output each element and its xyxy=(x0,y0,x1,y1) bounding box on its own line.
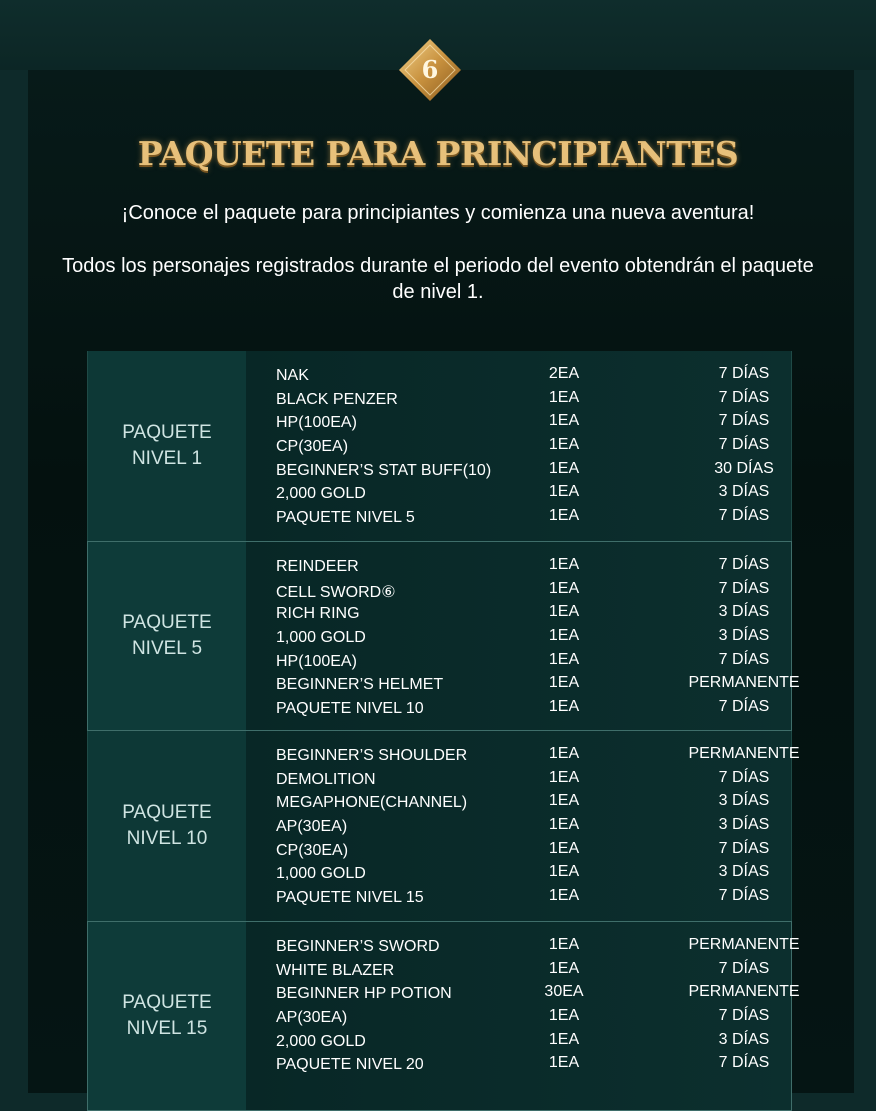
item-quantity: 1EA xyxy=(548,863,580,881)
description: Todos los personajes registrados durante el periodo del evento obtendrán el paquete de nivel 1. xyxy=(62,255,814,303)
item-row xyxy=(276,936,800,960)
item-row xyxy=(276,745,800,769)
item-quantity: 1EA xyxy=(548,792,580,810)
item-duration: 3 DÍAS xyxy=(718,483,770,501)
item-quantity: 1EA xyxy=(548,816,580,834)
item-name: PAQUETE NIVEL 5 xyxy=(276,509,415,527)
item-quantity: 1EA xyxy=(548,698,580,716)
package-label-line1: PAQUETE xyxy=(122,612,212,633)
item-name: 1,000 GOLD xyxy=(276,865,366,883)
item-duration: 7 DÍAS xyxy=(718,365,770,382)
item-row xyxy=(276,816,791,840)
item-row xyxy=(276,412,791,436)
item-duration: PERMANENTE xyxy=(688,674,800,692)
item-quantity: 1EA xyxy=(548,768,580,786)
item-quantity: 1EA xyxy=(548,388,580,406)
item-quantity: 1EA xyxy=(548,483,580,501)
item-name: 1,000 GOLD xyxy=(276,629,366,647)
item-row xyxy=(276,1031,791,1055)
subtitle: ¡Conoce el paquete para principiantes y comienza una nueva aventura! xyxy=(121,202,755,224)
item-name: NAK xyxy=(276,367,309,384)
item-duration: 7 DÍAS xyxy=(718,887,770,905)
item-quantity: 1EA xyxy=(548,459,580,477)
item-name: CP(30EA) xyxy=(276,841,349,859)
item-name: AP(30EA) xyxy=(276,1009,348,1027)
item-duration: 3 DÍAS xyxy=(718,1030,770,1048)
package-label-line1: PAQUETE xyxy=(122,422,212,443)
item-name: BEGINNER’S STAT BUFF(10) xyxy=(276,461,492,479)
item-row xyxy=(276,507,791,531)
item-row xyxy=(276,863,791,887)
item-quantity: 1EA xyxy=(548,674,580,692)
item-quantity: 1EA xyxy=(548,412,580,430)
item-quantity: 1EA xyxy=(548,507,580,525)
item-quantity: 1EA xyxy=(548,579,580,597)
item-quantity: 1EA xyxy=(548,1030,580,1048)
package-label xyxy=(88,731,246,921)
package-table xyxy=(87,351,800,1111)
package-label-line2: NIVEL 15 xyxy=(126,1018,208,1039)
item-duration: 7 DÍAS xyxy=(718,579,770,597)
item-row xyxy=(276,436,791,460)
item-quantity: 1EA xyxy=(548,436,580,454)
item-name: RICH RING xyxy=(276,605,360,623)
item-name: REINDEER xyxy=(276,558,359,575)
badge-number: 6 xyxy=(421,55,439,84)
item-duration: 7 DÍAS xyxy=(718,959,770,977)
item-row xyxy=(276,627,791,651)
item-row xyxy=(276,603,791,627)
package-items xyxy=(246,351,791,541)
item-quantity: 1EA xyxy=(548,959,580,977)
item-duration: 3 DÍAS xyxy=(718,816,770,834)
item-row xyxy=(276,580,791,604)
item-row xyxy=(276,887,791,911)
item-duration: 7 DÍAS xyxy=(718,1054,770,1072)
item-name: AP(30EA) xyxy=(276,818,348,836)
item-row xyxy=(276,674,800,698)
item-duration: PERMANENTE xyxy=(688,745,800,762)
item-duration: 7 DÍAS xyxy=(718,436,770,454)
item-quantity: 1EA xyxy=(548,936,580,953)
item-duration: 7 DÍAS xyxy=(718,650,770,668)
item-duration: 3 DÍAS xyxy=(718,627,770,645)
item-duration: 3 DÍAS xyxy=(718,603,770,621)
item-duration: PERMANENTE xyxy=(688,983,800,1001)
item-row xyxy=(276,460,791,484)
item-row xyxy=(276,769,791,793)
item-name: PAQUETE NIVEL 15 xyxy=(276,889,424,907)
item-duration: 7 DÍAS xyxy=(718,507,770,525)
item-row xyxy=(276,1007,791,1031)
item-name: CELL SWORD⑥ xyxy=(276,583,396,601)
item-duration: 7 DÍAS xyxy=(718,698,770,716)
item-row xyxy=(276,365,791,389)
item-row xyxy=(276,960,791,984)
package-block xyxy=(87,541,800,731)
item-name: PAQUETE NIVEL 10 xyxy=(276,700,424,718)
item-name: HP(100EA) xyxy=(276,414,357,432)
item-name: DEMOLITION xyxy=(276,770,376,788)
package-label-line1: PAQUETE xyxy=(122,802,212,823)
item-name: BEGINNER’S SHOULDER xyxy=(276,747,468,764)
item-duration: 3 DÍAS xyxy=(718,863,770,881)
item-name: BEGINNER’S SWORD xyxy=(276,938,440,955)
item-name: CP(30EA) xyxy=(276,438,349,456)
item-duration: 7 DÍAS xyxy=(718,768,770,786)
item-row xyxy=(276,389,791,413)
item-row xyxy=(276,651,791,675)
item-name: BEGINNER HP POTION xyxy=(276,985,452,1003)
section-number-badge xyxy=(398,38,462,102)
item-row xyxy=(276,840,791,864)
item-duration: 30 DÍAS xyxy=(714,459,774,477)
package-items xyxy=(246,922,800,1110)
package-label-line1: PAQUETE xyxy=(122,992,212,1013)
package-label xyxy=(88,922,246,1110)
package-label xyxy=(88,351,246,541)
item-name: MEGAPHONE(CHANNEL) xyxy=(276,794,468,812)
package-block xyxy=(87,351,792,541)
item-duration: 7 DÍAS xyxy=(718,388,770,406)
item-quantity: 1EA xyxy=(548,839,580,857)
item-name: HP(100EA) xyxy=(276,652,357,670)
item-duration: PERMANENTE xyxy=(688,936,800,953)
item-quantity: 30EA xyxy=(544,983,584,1001)
package-label-line2: NIVEL 5 xyxy=(131,638,203,659)
item-quantity: 1EA xyxy=(548,603,580,621)
item-name: BLACK PENZER xyxy=(276,390,398,408)
item-row xyxy=(276,483,791,507)
item-duration: 3 DÍAS xyxy=(718,792,770,810)
item-quantity: 1EA xyxy=(548,745,580,762)
item-row xyxy=(276,792,791,816)
item-duration: 7 DÍAS xyxy=(718,839,770,857)
package-block xyxy=(87,921,800,1111)
package-items xyxy=(246,731,800,921)
item-duration: 7 DÍAS xyxy=(718,412,770,430)
page-title: PAQUETE PARA PRINCIPIANTES xyxy=(137,134,739,173)
item-duration: 7 DÍAS xyxy=(718,556,770,573)
item-quantity: 1EA xyxy=(548,1054,580,1072)
package-label-line2: NIVEL 1 xyxy=(131,448,203,469)
item-row xyxy=(276,983,800,1007)
item-name: BEGINNER’S HELMET xyxy=(276,676,444,694)
item-row xyxy=(276,556,791,580)
item-name: PAQUETE NIVEL 20 xyxy=(276,1056,424,1074)
item-quantity: 1EA xyxy=(548,556,580,573)
item-name: WHITE BLAZER xyxy=(276,961,395,979)
package-label xyxy=(88,542,246,730)
package-label-line2: NIVEL 10 xyxy=(126,828,208,849)
item-quantity: 1EA xyxy=(548,1007,580,1025)
item-duration: 7 DÍAS xyxy=(718,1007,770,1025)
item-name: 2,000 GOLD xyxy=(276,485,366,503)
item-quantity: 1EA xyxy=(548,650,580,668)
item-row xyxy=(276,1054,791,1078)
item-name: 2,000 GOLD xyxy=(276,1032,366,1050)
item-row xyxy=(276,698,791,722)
package-block xyxy=(87,731,800,921)
item-quantity: 1EA xyxy=(548,887,580,905)
package-items xyxy=(246,542,800,730)
item-quantity: 2EA xyxy=(548,365,580,382)
item-quantity: 1EA xyxy=(548,627,580,645)
